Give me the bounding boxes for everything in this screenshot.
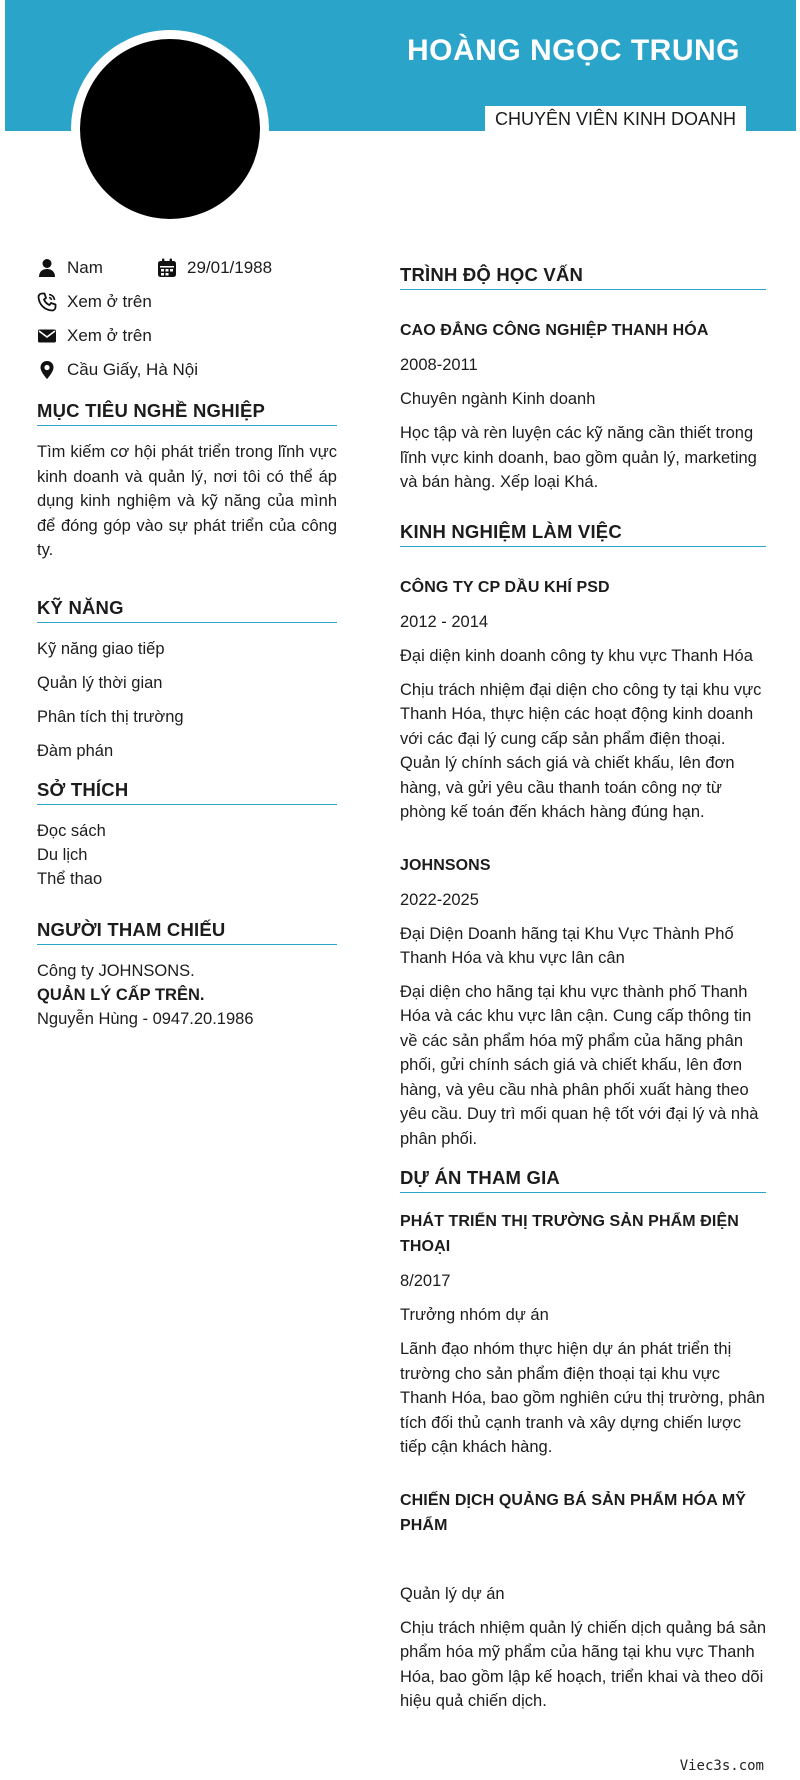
projects-title: DỰ ÁN THAM GIA xyxy=(400,1167,766,1193)
education-title: TRÌNH ĐỘ HỌC VẤN xyxy=(400,264,766,290)
project-description: Chịu trách nhiệm quản lý chiến dịch quảng bá sản phẩm hóa mỹ phẩm của hãng tại khu vực Thanh Hóa, bao gồm lập kế hoạch, triển khai và theo dõi hiệu quả chiến dịch. xyxy=(400,1618,766,1710)
project-name: CHIẾN DỊCH QUẢNG BÁ SẢN PHẨM HÓA MỸ PHẨM xyxy=(400,1491,747,1534)
location-pin-icon xyxy=(37,360,57,380)
gender-birthday-row xyxy=(37,256,337,280)
list-item: Quản lý thời gian xyxy=(37,673,163,692)
experience-period: 2022-2025 xyxy=(400,890,479,909)
experience-company: JOHNSONS xyxy=(400,856,491,874)
job-title: CHUYÊN VIÊN KINH DOANH xyxy=(485,106,746,131)
experience-title: KINH NGHIỆM LÀM VIỆC xyxy=(400,521,766,547)
education-school: CAO ĐẲNG CÔNG NGHIỆP THANH HÓA xyxy=(400,322,709,339)
experience-period: 2012 - 2014 xyxy=(400,612,489,631)
reference-role: QUẢN LÝ CẤP TRÊN. xyxy=(37,985,205,1004)
list-item: Đàm phán xyxy=(37,741,114,760)
list-item: Thể thao xyxy=(37,869,103,888)
objective-text: Tìm kiếm cơ hội phát triển trong lĩnh vực kinh doanh và quản lý, nơi tôi có thể áp dụng kinh nghiệm và kỹ năng của mình để đóng góp vào sự phát triển của công ty. xyxy=(37,443,337,559)
phone-text: Xem ở trên xyxy=(67,292,152,311)
right-column xyxy=(400,264,766,1714)
person-icon xyxy=(37,258,57,278)
address-text: Cầu Giấy, Hà Nội xyxy=(67,360,199,379)
project-period xyxy=(400,1548,766,1572)
calendar-icon xyxy=(157,258,177,278)
list-item: Đọc sách xyxy=(37,821,106,840)
gender-text: Nam xyxy=(67,258,103,277)
list-item: Du lịch xyxy=(37,845,88,864)
gender-item xyxy=(37,258,157,278)
reference-contact: Nguyễn Hùng - 0947.20.1986 xyxy=(37,1009,254,1028)
project-role: Quản lý dự án xyxy=(400,1584,505,1603)
objective-title: MỤC TIÊU NGHỀ NGHIỆP xyxy=(37,400,337,426)
list-item: Phân tích thị trường xyxy=(37,707,184,726)
left-column xyxy=(37,256,337,1031)
project-name: PHÁT TRIỂN THỊ TRƯỜNG SẢN PHẨM ĐIỆN THOẠI xyxy=(400,1213,739,1255)
hobbies-list xyxy=(37,819,337,891)
address-row xyxy=(37,358,337,382)
email-text: Xem ở trên xyxy=(67,326,152,345)
experience-description: Chịu trách nhiệm đại diện cho công ty tại khu vực Thanh Hóa, thực hiện các hoạt động kinh doanh với các đại lý cung cấp sản phẩm điện thoại. Quản lý chính sách giá và chiết khấu, lên đơn hàng, và gửi yêu cầu thanh toán công nợ từ phòng kế toán đến khách hàng đúng hạn. xyxy=(400,680,762,821)
list-item: Kỹ năng giao tiếp xyxy=(37,639,165,658)
project-period: 8/2017 xyxy=(400,1272,451,1290)
project-description: Lãnh đạo nhóm thực hiện dự án phát triển thị trường cho sản phẩm điện thoại tại khu vực Thanh Hóa, bao gồm nghiên cứu thị trường, phân tích đối thủ cạnh tranh và xây dựng chiến lược tiếp cận khách hàng. xyxy=(400,1340,765,1456)
phone-icon xyxy=(37,292,57,312)
education-description: Học tập và rèn luyện các kỹ năng cần thiết trong lĩnh vực kinh doanh, bao gồm quản lý, marketing và bán hàng. Xếp loại Khá. xyxy=(400,424,757,491)
hobbies-title: SỞ THÍCH xyxy=(37,779,337,805)
birthday-text: 29/01/1988 xyxy=(187,258,273,277)
references-title: NGƯỜI THAM CHIẾU xyxy=(37,919,337,945)
experience-description: Đại diện cho hãng tại khu vực thành phố Thanh Hóa và các khu vực lân cận. Cung cấp thông tin về các sản phẩm hóa mỹ phẩm của hãng phân phối, gửi chính sách giá và chiết khấu, lên đơn hàng, và yêu cầu nhà phân phối xuất hàng theo yêu cầu. Duy trì mối quan hệ tốt với đại lý và nhà phân phối. xyxy=(400,982,759,1148)
education-period: 2008-2011 xyxy=(400,356,478,374)
project-entry xyxy=(400,1209,766,1460)
experience-entry xyxy=(400,853,766,1152)
phone-row xyxy=(37,290,337,314)
reference-company: Công ty JOHNSONS. xyxy=(37,961,195,980)
birthday-item xyxy=(157,258,277,278)
avatar xyxy=(80,39,260,219)
experience-company: CÔNG TY CP DẦU KHÍ PSD xyxy=(400,578,610,596)
email-row xyxy=(37,324,337,348)
candidate-name: HOÀNG NGỌC TRUNG xyxy=(407,34,740,67)
watermark: Viec3s.com xyxy=(679,1758,764,1774)
experience-position: Đại Diện Doanh hãng tại Khu Vực Thành Phố Thanh Hóa và khu vực lân cân xyxy=(400,924,734,967)
project-entry xyxy=(400,1488,766,1714)
experience-entry xyxy=(400,575,766,825)
skills-list xyxy=(37,637,337,763)
experience-position: Đại diện kinh doanh công ty khu vực Thanh Hóa xyxy=(400,646,753,665)
project-role: Trưởng nhóm dự án xyxy=(400,1306,549,1324)
skills-title: KỸ NĂNG xyxy=(37,597,337,623)
education-major: Chuyên ngành Kinh doanh xyxy=(400,390,596,408)
envelope-icon xyxy=(37,326,57,346)
